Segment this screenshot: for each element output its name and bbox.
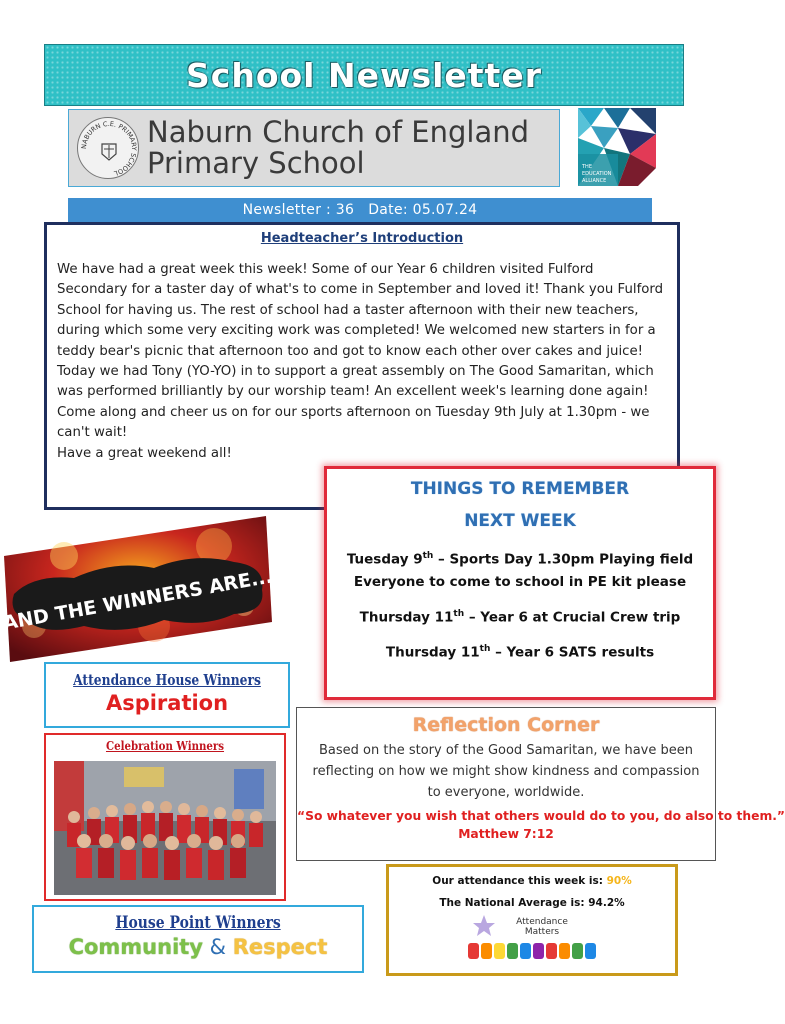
- reflection-corner-box: [296, 707, 785, 861]
- winners-banner-image: [1, 516, 275, 662]
- remember-item: Tuesday 9th – Sports Day 1.30pm Playing field: [346, 551, 694, 568]
- intro-paragraph: We have had a great week this week! Some of our Year 6 children visited Fulford Secondary for a taster day of what's to come in September and loved it! Thank you Fulford School for having us. The rest of school had a taster afternoon with their new teachers, during which some very exciting work was completed! We welcomed new starters in for a teddy bear's picnic that afternoon too and got to know each other over cakes and juice! Today we had Tony (YO-YO) in to support a great assembly on The Good Samaritan, which was performed brilliantly by our worship team! An excellent week's learning done again!: [57, 262, 664, 400]
- attendance-percentage: 90%: [606, 875, 632, 887]
- attendance-matters-logo: [462, 913, 602, 963]
- remember-title-line1: THINGS TO REMEMBER: [410, 479, 630, 499]
- remember-title: [327, 473, 713, 537]
- newsletter-title-banner: [44, 44, 684, 106]
- attendance-this-week: Our attendance this week is: 90%: [432, 875, 632, 887]
- svg-text:THE: THE: [582, 164, 592, 170]
- house-winner-community: Community: [68, 935, 203, 959]
- attendance-house-winners-box: [44, 662, 290, 728]
- house-point-winners-box: [32, 905, 364, 973]
- newsletter-number: Newsletter : 36: [242, 202, 355, 218]
- winners-banner-text: AND THE WINNERS ARE...: [1, 565, 275, 635]
- attendance-house-value: Aspiration: [105, 691, 229, 715]
- reflection-quote: “So whatever you wish that others would do to you, do also to them.”: [297, 809, 785, 823]
- intro-text: [57, 260, 667, 464]
- remember-item: Thursday 11th – Year 6 at Crucial Crew trip: [359, 608, 681, 625]
- attendance-box: [386, 864, 678, 976]
- newsletter-title: School Newsletter: [186, 55, 542, 95]
- house-winner-respect: Respect: [232, 935, 328, 959]
- class-group-photo: [54, 761, 276, 895]
- celebration-winners-box: [44, 733, 286, 901]
- svg-text:EDUCATION: EDUCATION: [582, 171, 612, 177]
- intro-paragraph: Have a great weekend all!: [57, 445, 232, 461]
- school-crest-logo: [77, 117, 139, 179]
- national-average: The National Average is: 94.2%: [439, 897, 625, 909]
- school-name: [147, 117, 529, 179]
- newsletter-info-bar: [68, 198, 652, 222]
- school-name-box: [68, 109, 560, 187]
- intro-paragraph: Come along and cheer us on for our sports afternoon on Tuesday 9th July at 1.30pm - we can't wait!: [57, 404, 650, 441]
- crest-text: NABURN C.E. PRIMARY SCHOOL: [79, 119, 139, 178]
- celebration-label: Celebration Winners: [105, 739, 225, 753]
- reflection-text: Based on the story of the Good Samaritan, we have been reflecting on how we might show kindness and compassion to everyone, worldwide.: [312, 743, 700, 800]
- house-point-winners: Community & Respect: [68, 935, 328, 959]
- reflection-reference: Matthew 7:12: [458, 827, 554, 841]
- things-to-remember-box: [324, 466, 716, 700]
- school-name-line1: Naburn Church of England: [147, 115, 529, 149]
- school-name-line2: Primary School: [147, 146, 365, 180]
- house-point-label: House Point Winners: [115, 913, 281, 933]
- remember-item: Thursday 11th – Year 6 SATS results: [385, 644, 655, 661]
- reflection-title: Reflection Corner: [412, 714, 600, 736]
- logo-text: Attendance: [516, 917, 568, 927]
- newsletter-date: Date: 05.07.24: [368, 202, 478, 218]
- logo-text: Matters: [524, 927, 560, 937]
- remember-item-note: Everyone to come to school in PE kit please: [353, 573, 687, 590]
- education-alliance-logo: [578, 108, 656, 186]
- intro-heading: Headteacher’s Introduction: [260, 231, 464, 246]
- svg-text:ALLIANCE: ALLIANCE: [582, 178, 607, 184]
- remember-title-line2: NEXT WEEK: [464, 511, 576, 531]
- attendance-house-label: Attendance House Winners: [73, 671, 261, 689]
